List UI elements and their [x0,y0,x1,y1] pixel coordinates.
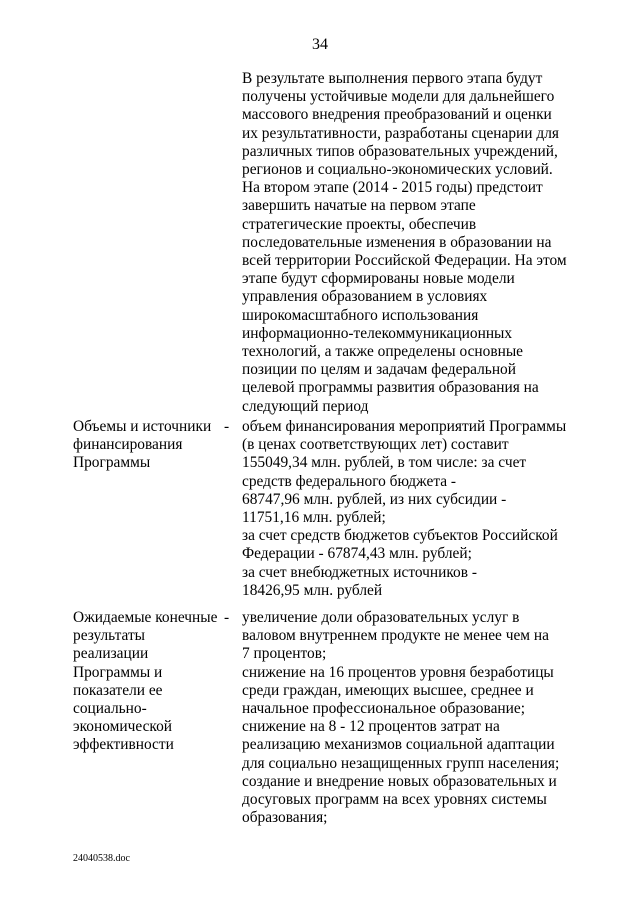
results-value-line: для социально незащищенных групп населения; [242,754,560,772]
intro-line: На втором этапе (2014 - 2015 годы) предстоит [242,179,543,197]
intro-line: различных типов образовательных учреждений, [242,142,558,160]
footer-filename: 24040538.doc [73,853,130,864]
intro-line: следующий период [242,397,369,415]
funding-value-line: средств федерального бюджета - [242,472,457,490]
results-label-line: Программы и [73,663,163,681]
intro-line: этапе будут сформированы новые модели [242,270,515,288]
results-value-line: валовом внутреннем продукте не менее чем на [242,627,549,645]
results-label-line: социально- [73,700,147,718]
funding-value-line: за счет внебюджетных источников - [242,563,477,581]
results-value-line: создание и внедрение новых образовательных и [242,772,557,790]
funding-value-line: (в ценах соответствующих лет) составит [242,436,509,454]
funding-value-line: 11751,16 млн. рублей; [242,509,386,527]
intro-line: широкомасштабного использования [242,306,479,324]
results-value-line: начальное профессиональное образование; [242,700,525,718]
results-label [73,609,238,755]
intro-line: последовательные изменения в образовании на [242,233,552,251]
intro-line: В результате выполнения первого этапа будут [242,70,543,87]
results-value-line: досуговых программ на всех уровнях системы [242,791,547,809]
intro-line: целевой программы развития образования на [242,379,539,397]
results-dash: - [224,609,230,626]
funding-value-line: 155049,34 млн. рублей, в том числе: за счет [242,454,527,472]
intro-line: завершить начатые на первом этапе [242,197,476,215]
funding-dash: - [224,418,230,435]
funding-label [73,418,238,473]
results-label-line: результаты [73,627,146,645]
funding-label-line: финансирования [73,436,183,454]
intro-line: всей территории Российской Федерации. На этом [242,252,567,270]
intro-paragraph [242,70,582,416]
results-value-line: образования; [242,809,328,827]
results-label-line: экономической [73,718,173,736]
results-value-line: увеличение доли образовательных услуг в [242,609,520,626]
intro-line: стратегические проекты, обеспечив [242,215,477,233]
results-value-line: снижение на 16 процентов уровня безработицы [242,663,554,681]
funding-value-line: объем финансирования мероприятий Программы [242,418,567,435]
intro-line: массового внедрения преобразований и оценки [242,106,552,124]
funding-value-line: 18426,95 млн. рублей [242,581,383,599]
funding-value [242,418,582,600]
results-label-line: эффективности [73,736,174,754]
intro-line: получены устойчивые модели для дальнейшего [242,88,555,106]
results-label-line: реализации [73,645,149,663]
funding-label-line: Объемы и источники [73,418,212,435]
funding-value-line: за счет средств бюджетов субъектов Российской [242,527,558,545]
intro-line: регионов и социально-экономических условий. [242,161,553,179]
results-label-line: показатели ее [73,681,163,699]
intro-line: их результативности, разработаны сценарии для [242,124,559,142]
results-value-line: среди граждан, имеющих высшее, среднее и [242,681,534,699]
results-label-line: Ожидаемые конечные [73,609,218,626]
results-value [242,609,582,827]
intro-line: технологий, а также определены основные [242,343,524,361]
funding-label-line: Программы [73,454,151,472]
intro-line: позиции по целям и задачам федеральной [242,361,516,379]
page-number: 34 [312,36,328,53]
results-value-line: 7 процентов; [242,645,327,663]
results-value-line: реализацию механизмов социальной адаптации [242,736,555,754]
intro-line: управления образованием в условиях [242,288,488,306]
results-value-line: снижение на 8 - 12 процентов затрат на [242,718,500,736]
funding-value-line: Федерации - 67874,43 млн. рублей; [242,545,472,563]
funding-value-line: 68747,96 млн. рублей, из них субсидии - [242,490,507,508]
intro-line: информационно-телекоммуникационных [242,324,513,342]
